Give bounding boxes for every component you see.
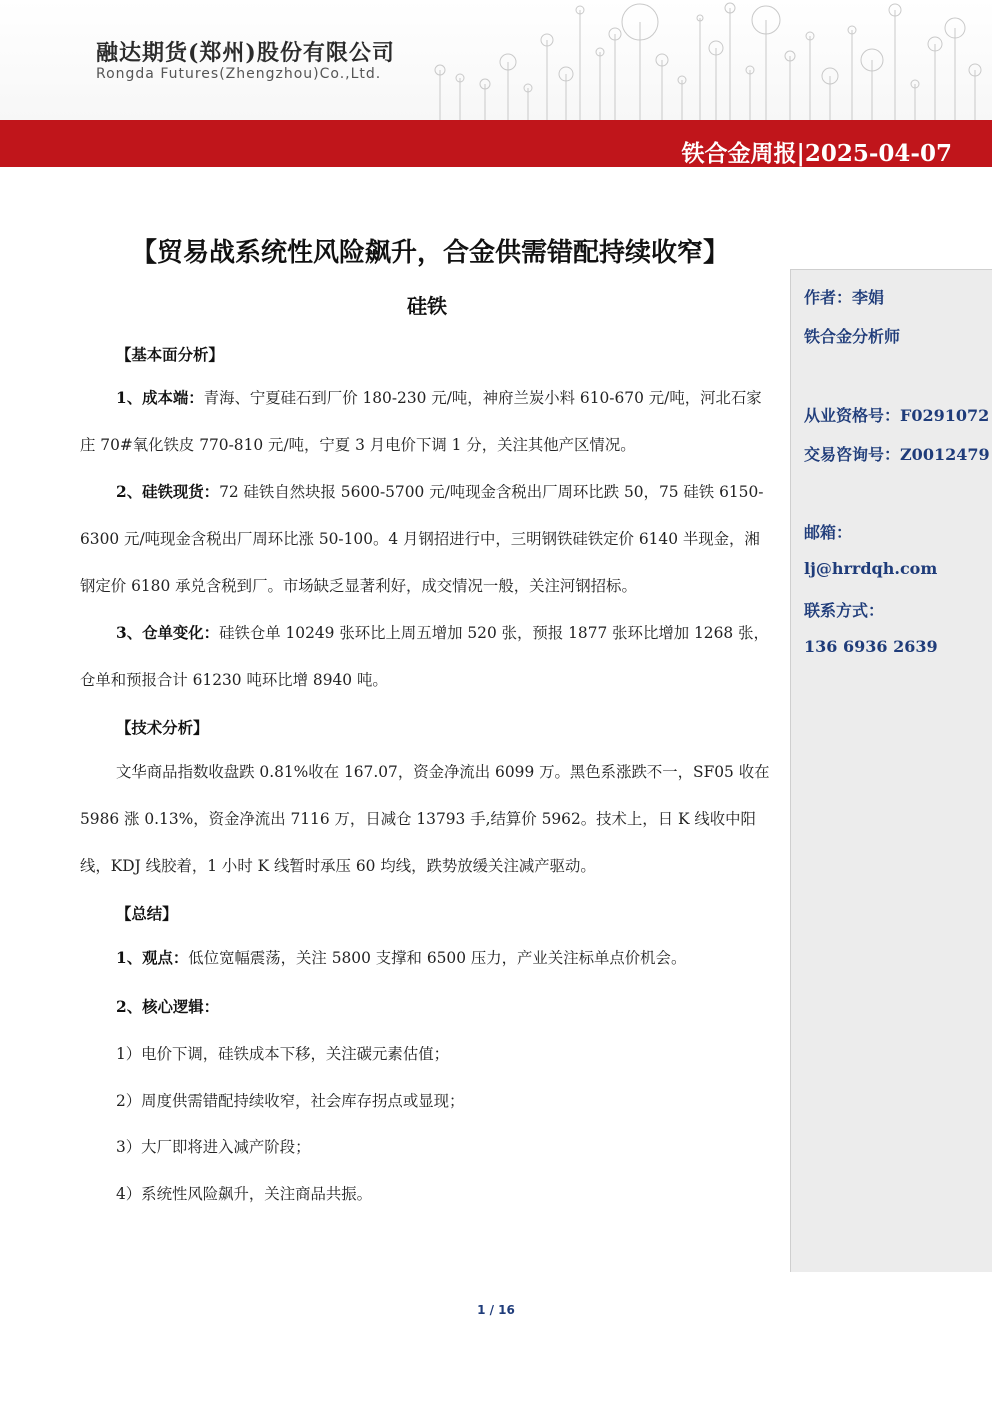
report-title: 铁合金周报|2025-04-07 (681, 140, 952, 167)
logic-item: 2）周度供需错配持续收窄，社会库存拐点或显现； (116, 1092, 465, 1110)
logic-item: 3）大厂即将进入减产阶段； (116, 1138, 311, 1156)
summary-heading: 【总结】 (116, 905, 178, 923)
fundamental-heading: 【基本面分析】 (116, 346, 224, 364)
view-text: 低位宽幅震荡，关注 5800 支撑和 6500 压力，产业关注标单点价机会。 (188, 949, 687, 967)
company-name-cn: 融达期货(郑州)股份有限公司 (96, 40, 395, 66)
consult-number: 交易咨询号：Z0012479 (804, 445, 990, 464)
spot-paragraph (80, 469, 775, 610)
section-subtitle: 硅铁 (407, 294, 447, 318)
view-label: 1、观点： (116, 949, 189, 967)
author-name: 作者：李娟 (804, 288, 885, 307)
warehouse-label: 3、仓单变化： (116, 624, 220, 642)
cost-paragraph (80, 375, 775, 469)
decorative-circles-graphic (400, 0, 992, 120)
technical-paragraph: 文华商品指数收盘跌 0.81%收在 167.07，资金净流出 6099 万。黑色系涨跌不一，SF05 收在 5986 涨 0.13%，资金净流出 7116 万，日减仓 13793 手,结算价 5962。技术上，日 K 线收中阳线，KDJ 线胶着，1 小时 K 线暂时承压 60 均线，跌势放缓关注减产驱动。 (80, 763, 770, 875)
cost-label: 1、成本端： (116, 389, 204, 407)
author-role: 铁合金分析师 (804, 327, 901, 346)
contact-label: 联系方式： (804, 601, 885, 620)
warehouse-text: 硅铁仓单 10249 张环比上周五增加 520 张，预报 1877 张环比增加 1268 张，仓单和预报合计 61230 吨环比增 8940 吨。 (80, 624, 769, 689)
technical-heading: 【技术分析】 (116, 719, 209, 737)
author-sidebar (790, 269, 992, 1272)
spot-text: 72 硅铁自然块报 5600-5700 元/吨现金含税出厂周环比跌 50，75 硅铁 6150-6300 元/吨现金含税出厂周环比涨 50-100。4 月钢招进行中，三明钢铁硅铁定价 6140 半现金，湘钢定价 6180 承兑含税到厂。市场缺乏显著利好，成交情况一般，关注河钢招标。 (80, 483, 764, 595)
warehouse-paragraph (80, 610, 775, 704)
phone-number: 136 6936 2639 (804, 637, 938, 656)
email-address[interactable]: lj@hrrdqh.com (804, 559, 938, 578)
logic-item: 1）电价下调，硅铁成本下移，关注碳元素估值； (116, 1045, 449, 1063)
letterhead (0, 0, 992, 120)
logic-item: 4）系统性风险飙升，关注商品共振。 (116, 1185, 373, 1203)
qualification-number: 从业资格号：F0291072 (804, 406, 990, 425)
page-title: 【贸易战系统性风险飙升，合金供需错配持续收窄】 (130, 238, 729, 268)
view-paragraph (80, 935, 775, 982)
email-label: 邮箱： (804, 523, 853, 542)
cost-text: 青海、宁夏硅石到厂价 180-230 元/吨，神府兰炭小料 610-670 元/吨，河北石家庄 70#氧化铁皮 770-810 元/吨，宁夏 3 月电价下调 1 分，关注其他产区情况。 (80, 389, 762, 454)
logic-label: 2、核心逻辑： (116, 998, 220, 1016)
spot-label: 2、硅铁现货： (116, 483, 220, 501)
company-name-en: Rongda Futures(Zhengzhou)Co.,Ltd. (96, 66, 382, 82)
page-number: 1 / 16 (477, 1303, 515, 1317)
